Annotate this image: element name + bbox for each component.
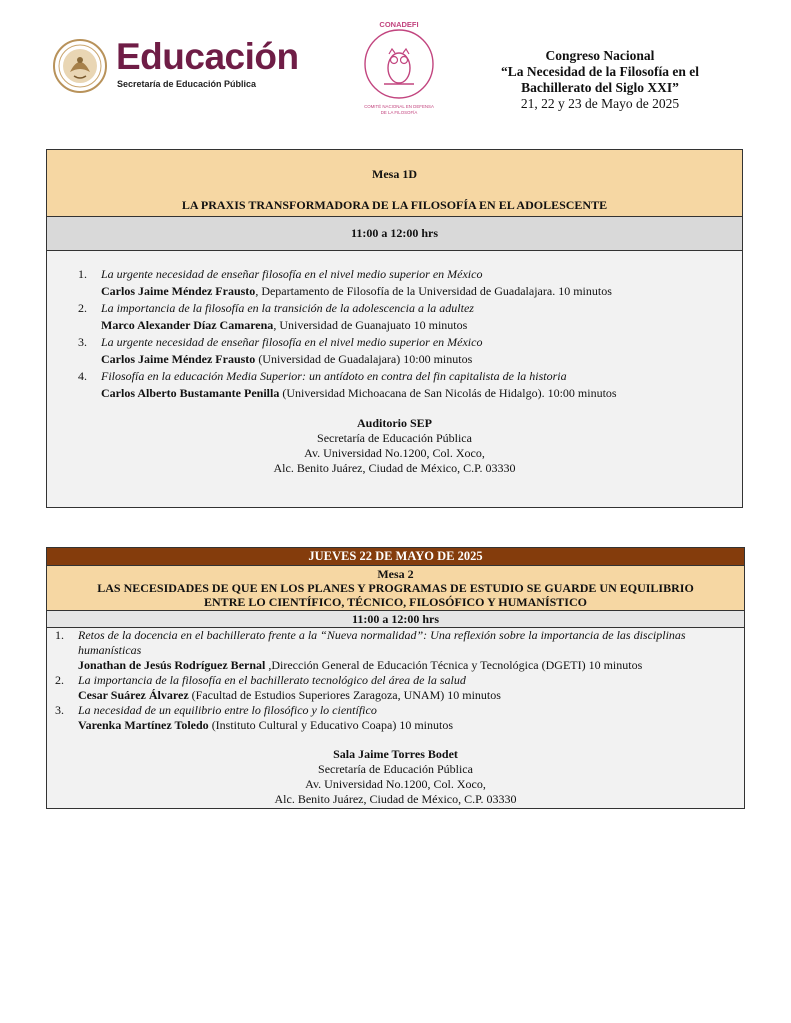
mesa-1d-presentations — [47, 266, 742, 402]
mesa-2-theme-line-1: LAS NECESIDADES DE QUE EN LOS PLANES Y PROGRAMAS DE ESTUDIO SE GUARDE UN EQUILIBRIO — [97, 581, 694, 595]
presenter-name: Jonathan de Jesús Rodríguez Bernal — [78, 658, 266, 672]
mesa-2-table — [46, 547, 745, 809]
mesa-2-venue — [47, 733, 744, 808]
venue-line-3: Alc. Benito Juárez, Ciudad de México, C.P. 03330 — [274, 792, 517, 806]
congress-theme-line-1: “La Necesidad de la Filosofía en el — [501, 64, 699, 79]
congress-name: Congreso Nacional — [545, 48, 655, 63]
mesa-2-title-band — [47, 565, 744, 611]
venue-line-2: Av. Universidad No.1200, Col. Xoco, — [304, 446, 485, 460]
conadefi-label: CONADEFI — [379, 20, 419, 29]
presenter-detail: , Departamento de Filosofía de la Universidad de Guadalajara. 10 minutos — [255, 284, 612, 298]
conadefi-caption-1: COMITÉ NACIONAL EN DEFENSA — [364, 104, 434, 109]
presenter-name: Carlos Alberto Bustamante Penilla — [101, 386, 280, 400]
presenter-name: Varenka Martínez Toledo — [78, 718, 209, 732]
logo-title: Educación — [116, 36, 299, 77]
venue-line-3: Alc. Benito Juárez, Ciudad de México, C.P. 03330 — [273, 461, 516, 475]
mesa-1d-time: 11:00 a 12:00 hrs — [47, 217, 742, 251]
presenter-name: Carlos Jaime Méndez Frausto — [101, 284, 256, 298]
mesa-1d-title-band — [47, 150, 742, 217]
logo-subtitle: Secretaría de Educación Pública — [117, 79, 257, 89]
item-number: 1. — [78, 267, 87, 281]
item-number: 3. — [55, 703, 64, 717]
item-number: 2. — [78, 301, 87, 315]
presentation-title: La importancia de la filosofía en la transición de la adolescencia a la adultez — [101, 301, 474, 315]
presenter-detail: (Universidad Michoacana de San Nicolás de Hidalgo). 10:00 minutos — [279, 386, 617, 400]
list-item — [47, 368, 742, 402]
list-item — [47, 300, 742, 334]
congress-dates: 21, 22 y 23 de Mayo de 2025 — [520, 96, 680, 111]
conadefi-owl-logo-icon — [358, 18, 440, 118]
presenter-detail: (Facultad de Estudios Superiores Zaragoza, UNAM) 10 minutos — [188, 688, 501, 702]
venue-line-1: Secretaría de Educación Pública — [318, 762, 473, 776]
mesa-1d-table — [46, 149, 743, 508]
page-header — [0, 0, 791, 130]
presenter-detail: ,Dirección General de Educación Técnica y Tecnológica (DGETI) 10 minutos — [265, 658, 643, 672]
presenter-name: Carlos Jaime Méndez Frausto — [101, 352, 256, 366]
venue-line-1: Secretaría de Educación Pública — [317, 431, 472, 445]
mesa-2-theme-line-2: ENTRE LO CIENTÍFICO, TÉCNICO, FILOSÓFICO Y HUMANÍSTICO — [204, 595, 587, 609]
presentation-title: Retos de la docencia en el bachillerato frente a la “Nueva normalidad”: Una reflexión sobre la importancia de las disciplinas humanísticas — [78, 628, 686, 657]
list-item — [47, 266, 742, 300]
venue-line-2: Av. Universidad No.1200, Col. Xoco, — [305, 777, 486, 791]
presentation-title: La urgente necesidad de enseñar filosofía en el nivel medio superior en México — [101, 267, 483, 281]
presenter-name: Marco Alexander Díaz Camarena — [101, 318, 274, 332]
presentation-title: La urgente necesidad de enseñar filosofía en el nivel medio superior en México — [101, 335, 483, 349]
mesa-1d-theme: LA PRAXIS TRANSFORMADORA DE LA FILOSOFÍA EN EL ADOLESCENTE — [181, 198, 608, 212]
conadefi-caption-2: DE LA FILOSOFÍA — [380, 110, 418, 115]
mesa-1d-label: Mesa 1D — [372, 167, 417, 181]
list-item — [47, 703, 744, 733]
list-item — [47, 334, 742, 368]
presentation-title: La importancia de la filosofía en el bachillerato tecnológico del área de la salud — [78, 673, 466, 687]
mesa-2-presentations — [47, 628, 744, 733]
congress-title-block — [470, 48, 730, 112]
presenter-detail: (Instituto Cultural y Educativo Coapa) 10 minutos — [208, 718, 453, 732]
presentation-title: Filosofía en la educación Media Superior: un antídoto en contra del fin capitalista de la historia — [101, 369, 567, 383]
list-item — [47, 673, 744, 703]
list-item — [47, 628, 744, 673]
presenter-detail: (Universidad de Guadalajara) 10:00 minutos — [255, 352, 473, 366]
venue-name: Sala Jaime Torres Bodet — [333, 747, 458, 761]
day-header: JUEVES 22 DE MAYO DE 2025 — [47, 548, 744, 565]
item-number: 3. — [78, 335, 87, 349]
congress-theme-line-2: Bachillerato del Siglo XXI” — [521, 80, 679, 95]
mexico-coat-of-arms-icon — [52, 38, 108, 94]
venue-name: Auditorio SEP — [356, 416, 432, 430]
presentation-title: La necesidad de un equilibrio entre lo filosófico y lo científico — [78, 703, 377, 717]
presenter-detail: , Universidad de Guanajuato 10 minutos — [273, 318, 468, 332]
mesa-2-time: 11:00 a 12:00 hrs — [47, 611, 744, 628]
mesa-1d-venue — [47, 416, 742, 476]
item-number: 1. — [55, 628, 64, 642]
mesa-2-label: Mesa 2 — [377, 567, 414, 581]
presenter-name: Cesar Suárez Álvarez — [78, 688, 189, 702]
item-number: 4. — [78, 369, 87, 383]
item-number: 2. — [55, 673, 64, 687]
